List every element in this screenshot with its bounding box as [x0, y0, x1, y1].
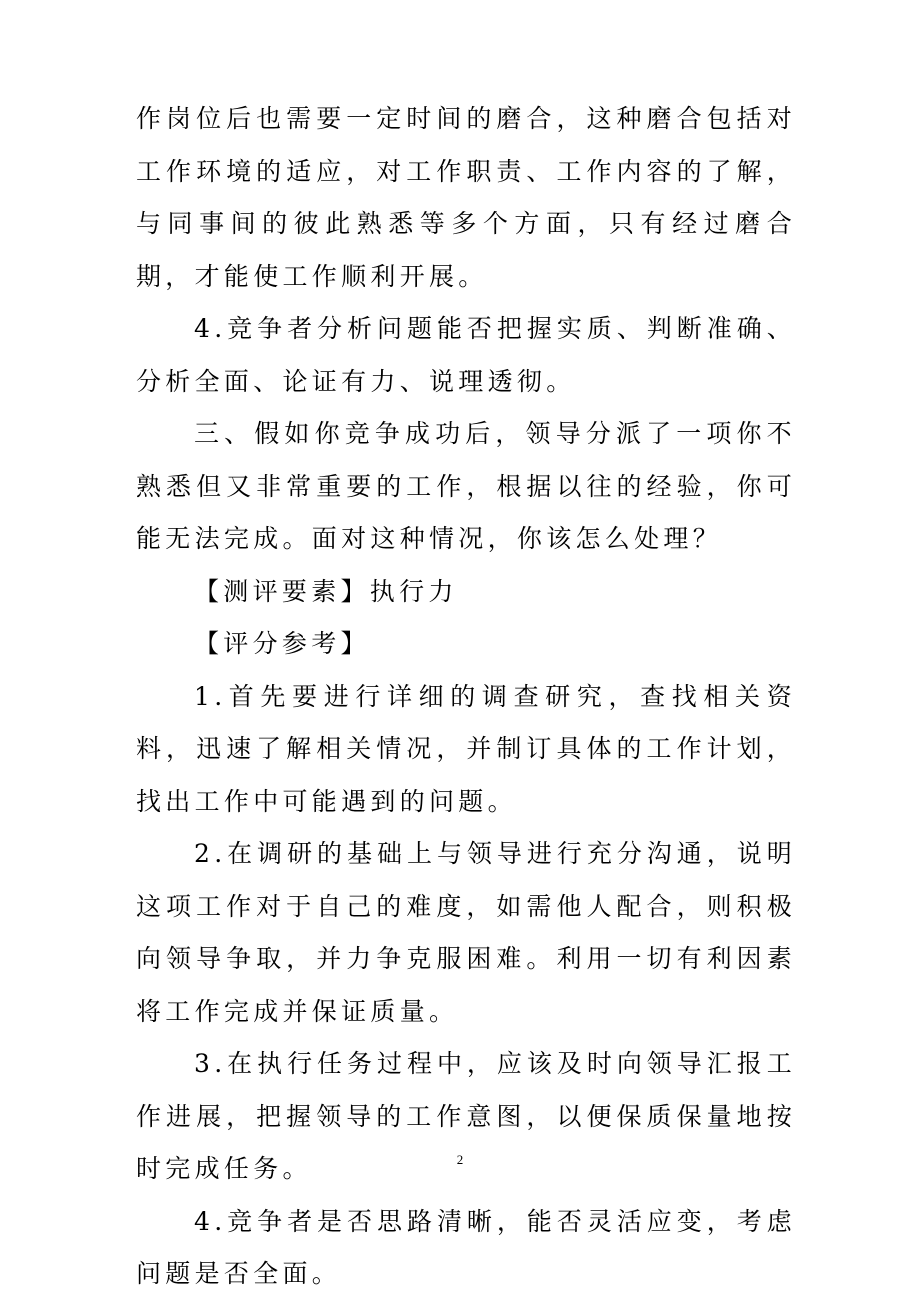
paragraph-point-4-analysis: 4.竞争者分析问题能否把握实质、判断准确、分析全面、论证有力、说理透彻。: [136, 314, 796, 396]
paragraph-scoring-reference-heading: 【评分参考】: [194, 629, 370, 658]
paragraph-question-3: 三、假如你竞争成功后，领导分派了一项你不熟悉但又非常重要的工作，根据以往的经验，你可能无法完成。面对这种情况，你该怎么处理？: [136, 419, 796, 553]
page-number: 2: [456, 1152, 464, 1167]
paragraph-evaluation-element: 【测评要素】执行力: [194, 576, 458, 606]
paragraph-point-3: 3.在执行任务过程中，应该及时向领导汇报工作进展，把握领导的工作意图，以便保质保量地按时完成任务。: [136, 1049, 796, 1183]
paragraph-point-4: 4.竞争者是否思路清晰，能否灵活应变，考虑问题是否全面。: [136, 1206, 796, 1288]
paragraph-point-2: 2.在调研的基础上与领导进行充分沟通，说明这项工作对于自己的难度，如需他人配合，则积极向领导争取，并力争克服困难。利用一切有利因素将工作完成并保证质量。: [136, 839, 796, 1026]
paragraph-continuation: 作岗位后也需要一定时间的磨合，这种磨合包括对工作环境的适应，对工作职责、工作内容的了解，与同事间的彼此熟悉等多个方面，只有经过磨合期，才能使工作顺利开展。: [136, 104, 796, 291]
document-body: [136, 93, 796, 1301]
paragraph-point-1: 1.首先要进行详细的调查研究，查找相关资料，迅速了解相关情况，并制订具体的工作计划，找出工作中可能遇到的问题。: [136, 681, 796, 816]
